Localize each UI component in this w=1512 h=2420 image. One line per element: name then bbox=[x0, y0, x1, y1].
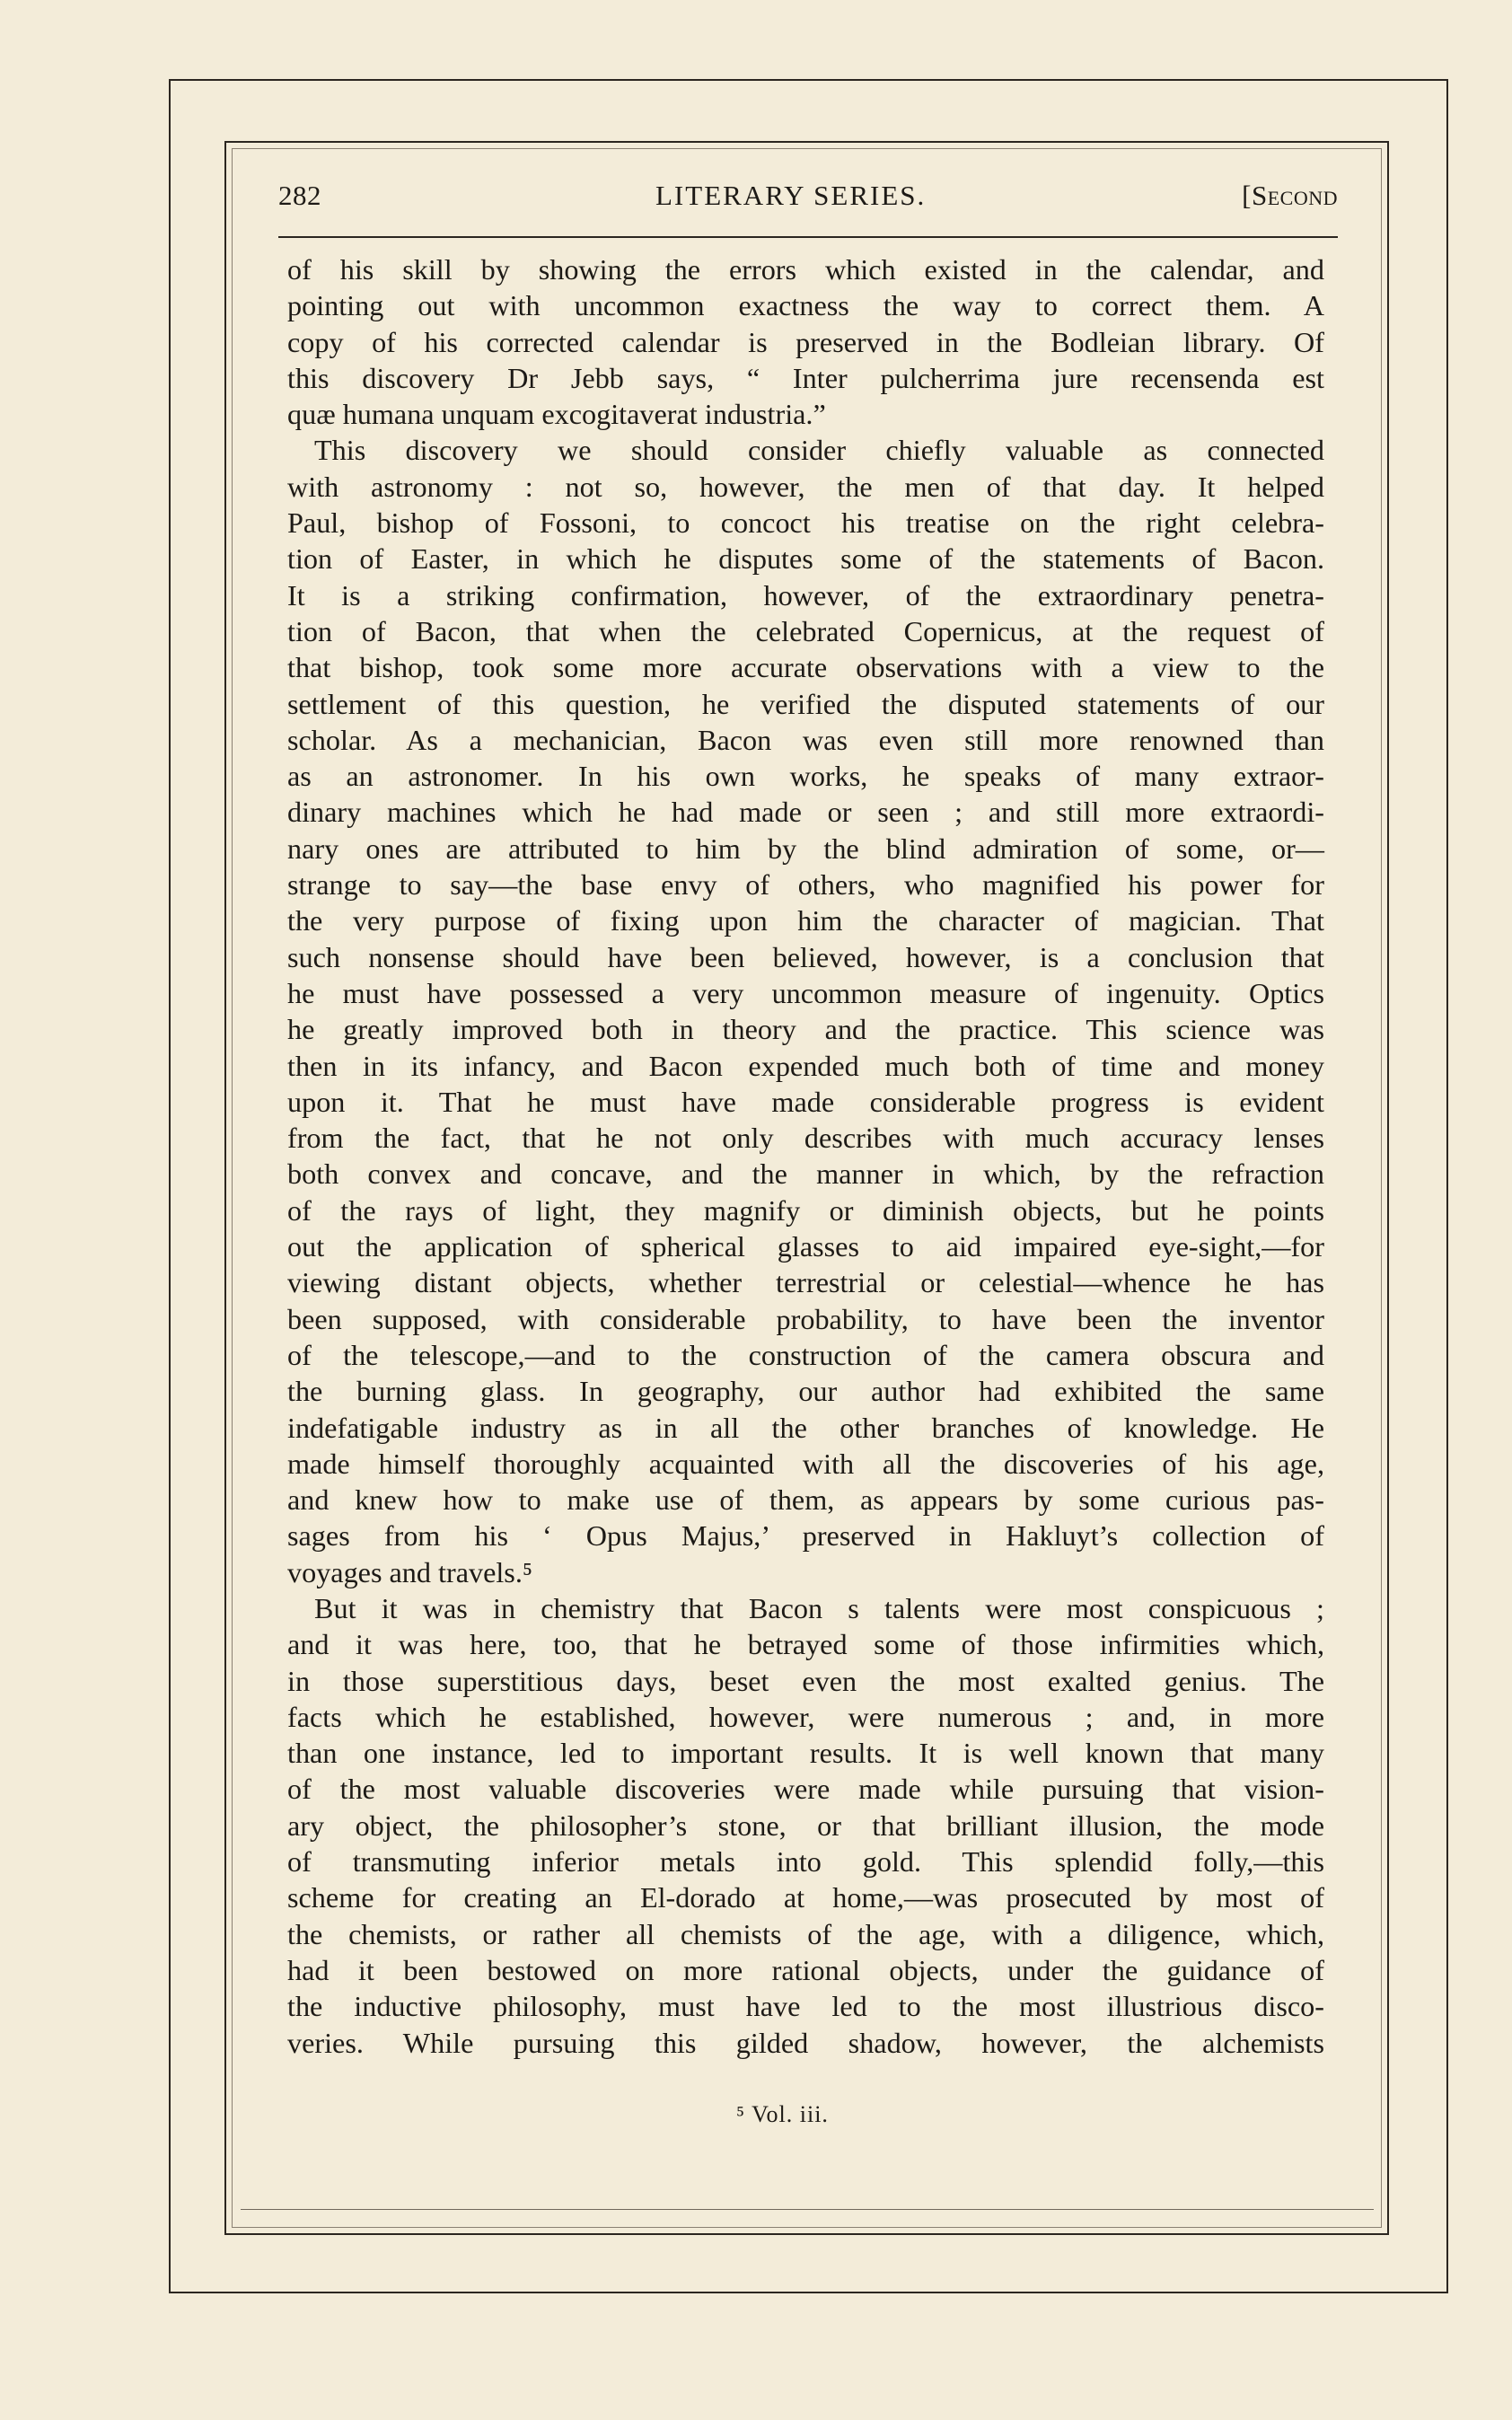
text-line: of the rays of light, they magnify or diminish objects, but he points bbox=[287, 1193, 1324, 1227]
text-line: It is a striking confirmation, however, of the extraordinary penetra- bbox=[287, 578, 1324, 612]
text-line: veries. While pursuing this gilded shadow, however, the alchemists bbox=[287, 2026, 1324, 2059]
bottom-rule bbox=[241, 2209, 1374, 2210]
running-title: LITERARY SERIES. bbox=[655, 180, 927, 211]
header-rule bbox=[278, 236, 1338, 238]
text-line: then in its infancy, and Bacon expended much both of time and money bbox=[287, 1049, 1324, 1082]
text-line: of the telescope,—and to the construction of the camera obscura and bbox=[287, 1338, 1324, 1371]
text-line: the very purpose of fixing upon him the character of magician. That bbox=[287, 904, 1324, 937]
text-line: Paul, bishop of Fossoni, to concoct his treatise on the right celebra- bbox=[287, 506, 1324, 540]
text-line: he greatly improved both in theory and the practice. This science was bbox=[287, 1013, 1324, 1046]
text-line: of the most valuable discoveries were made while pursuing that vision- bbox=[287, 1773, 1324, 1806]
text-line: tion of Easter, in which he disputes some of the statements of Bacon. bbox=[287, 542, 1324, 576]
text-line: of his skill by showing the errors which existed in the calendar, and bbox=[287, 253, 1324, 286]
text-line: the burning glass. In geography, our author had exhibited the same bbox=[287, 1375, 1324, 1408]
page-number: 282 bbox=[278, 180, 321, 211]
text-line: and it was here, too, that he betrayed some of those infirmities which, bbox=[287, 1628, 1324, 1661]
text-line: made himself thoroughly acquainted with all the discoveries of his age, bbox=[287, 1447, 1324, 1480]
text-line: such nonsense should have been believed, however, is a conclusion that bbox=[287, 940, 1324, 973]
text-line: as an astronomer. In his own works, he speaks of many extraor- bbox=[287, 760, 1324, 793]
text-line: facts which he established, however, were numerous ; and, in more bbox=[287, 1700, 1324, 1733]
text-line: viewing distant objects, whether terrestrial or celestial—whence he has bbox=[287, 1266, 1324, 1299]
page-header bbox=[278, 180, 1338, 223]
text-line: strange to say—the base envy of others, who magnified his power for bbox=[287, 868, 1324, 902]
text-line: out the application of spherical glasses to aid impaired eye-sight,—for bbox=[287, 1230, 1324, 1263]
text-line: settlement of this question, he verified the disputed statements of our bbox=[287, 687, 1324, 720]
text-line: scheme for creating an El-dorado at home,—was prosecuted by most of bbox=[287, 1881, 1324, 1914]
text-line: and knew how to make use of them, as appears by some curious pas- bbox=[287, 1483, 1324, 1517]
text-line: had it been bestowed on more rational objects, under the guidance of bbox=[287, 1953, 1324, 1986]
text-line: pointing out with uncommon exactness the way to correct them. A bbox=[287, 289, 1324, 322]
text-line: nary ones are attributed to him by the blind admiration of some, or— bbox=[287, 832, 1324, 865]
text-line: copy of his corrected calendar is preserved in the Bodleian library. Of bbox=[287, 325, 1324, 358]
text-line: tion of Bacon, that when the celebrated Copernicus, at the request of bbox=[287, 614, 1324, 647]
body-text bbox=[287, 251, 1324, 2061]
text-line: the inductive philosophy, must have led to the most illustrious disco- bbox=[287, 1990, 1324, 2023]
text-line: This discovery we should consider chiefly valuable as connected bbox=[314, 434, 1324, 467]
text-line: the chemists, or rather all chemists of the age, with a diligence, which, bbox=[287, 1917, 1324, 1950]
text-line: indefatigable industry as in all the other branches of knowledge. He bbox=[287, 1411, 1324, 1444]
text-line: this discovery Dr Jebb says, “ Inter pulcherrima jure recensenda est bbox=[287, 361, 1324, 394]
text-line: ary object, the philosopher’s stone, or that brilliant illusion, the mode bbox=[287, 1808, 1324, 1842]
text-line: scholar. As a mechanician, Bacon was even still more renowned than bbox=[287, 723, 1324, 756]
text-line: that bishop, took some more accurate observations with a view to the bbox=[287, 651, 1324, 684]
text-line: of transmuting inferior metals into gold. This splendid folly,—this bbox=[287, 1845, 1324, 1879]
text-line: than one instance, led to important results. It is well known that many bbox=[287, 1737, 1324, 1770]
text-line: he must have possessed a very uncommon measure of ingenuity. Optics bbox=[287, 976, 1324, 1009]
text-line: But it was in chemistry that Bacon s talents were most conspicuous ; bbox=[314, 1591, 1324, 1624]
text-line: from the fact, that he not only describes with much accuracy lenses bbox=[287, 1122, 1324, 1155]
text-line: upon it. That he must have made considerable progress is evident bbox=[287, 1085, 1324, 1118]
text-line: with astronomy : not so, however, the men of that day. It helped bbox=[287, 470, 1324, 503]
text-line: in those superstitious days, beset even the most exalted genius. The bbox=[287, 1664, 1324, 1697]
text-line: dinary machines which he had made or seen ; and still more extraordi- bbox=[287, 796, 1324, 829]
text-line: sages from his ‘ Opus Majus,’ preserved in Hakluyt’s collection of bbox=[287, 1519, 1324, 1553]
footnote: ⁵ Vol. iii. bbox=[736, 2101, 829, 2127]
text-line: quæ humana unquam excogitaverat industria.” bbox=[287, 398, 826, 431]
text-line: voyages and travels.⁵ bbox=[287, 1555, 533, 1588]
text-line: been supposed, with considerable probability, to have been the inventor bbox=[287, 1302, 1324, 1335]
text-line: both convex and concave, and the manner in which, by the refraction bbox=[287, 1157, 1324, 1191]
section-label: [Second bbox=[1242, 180, 1338, 211]
